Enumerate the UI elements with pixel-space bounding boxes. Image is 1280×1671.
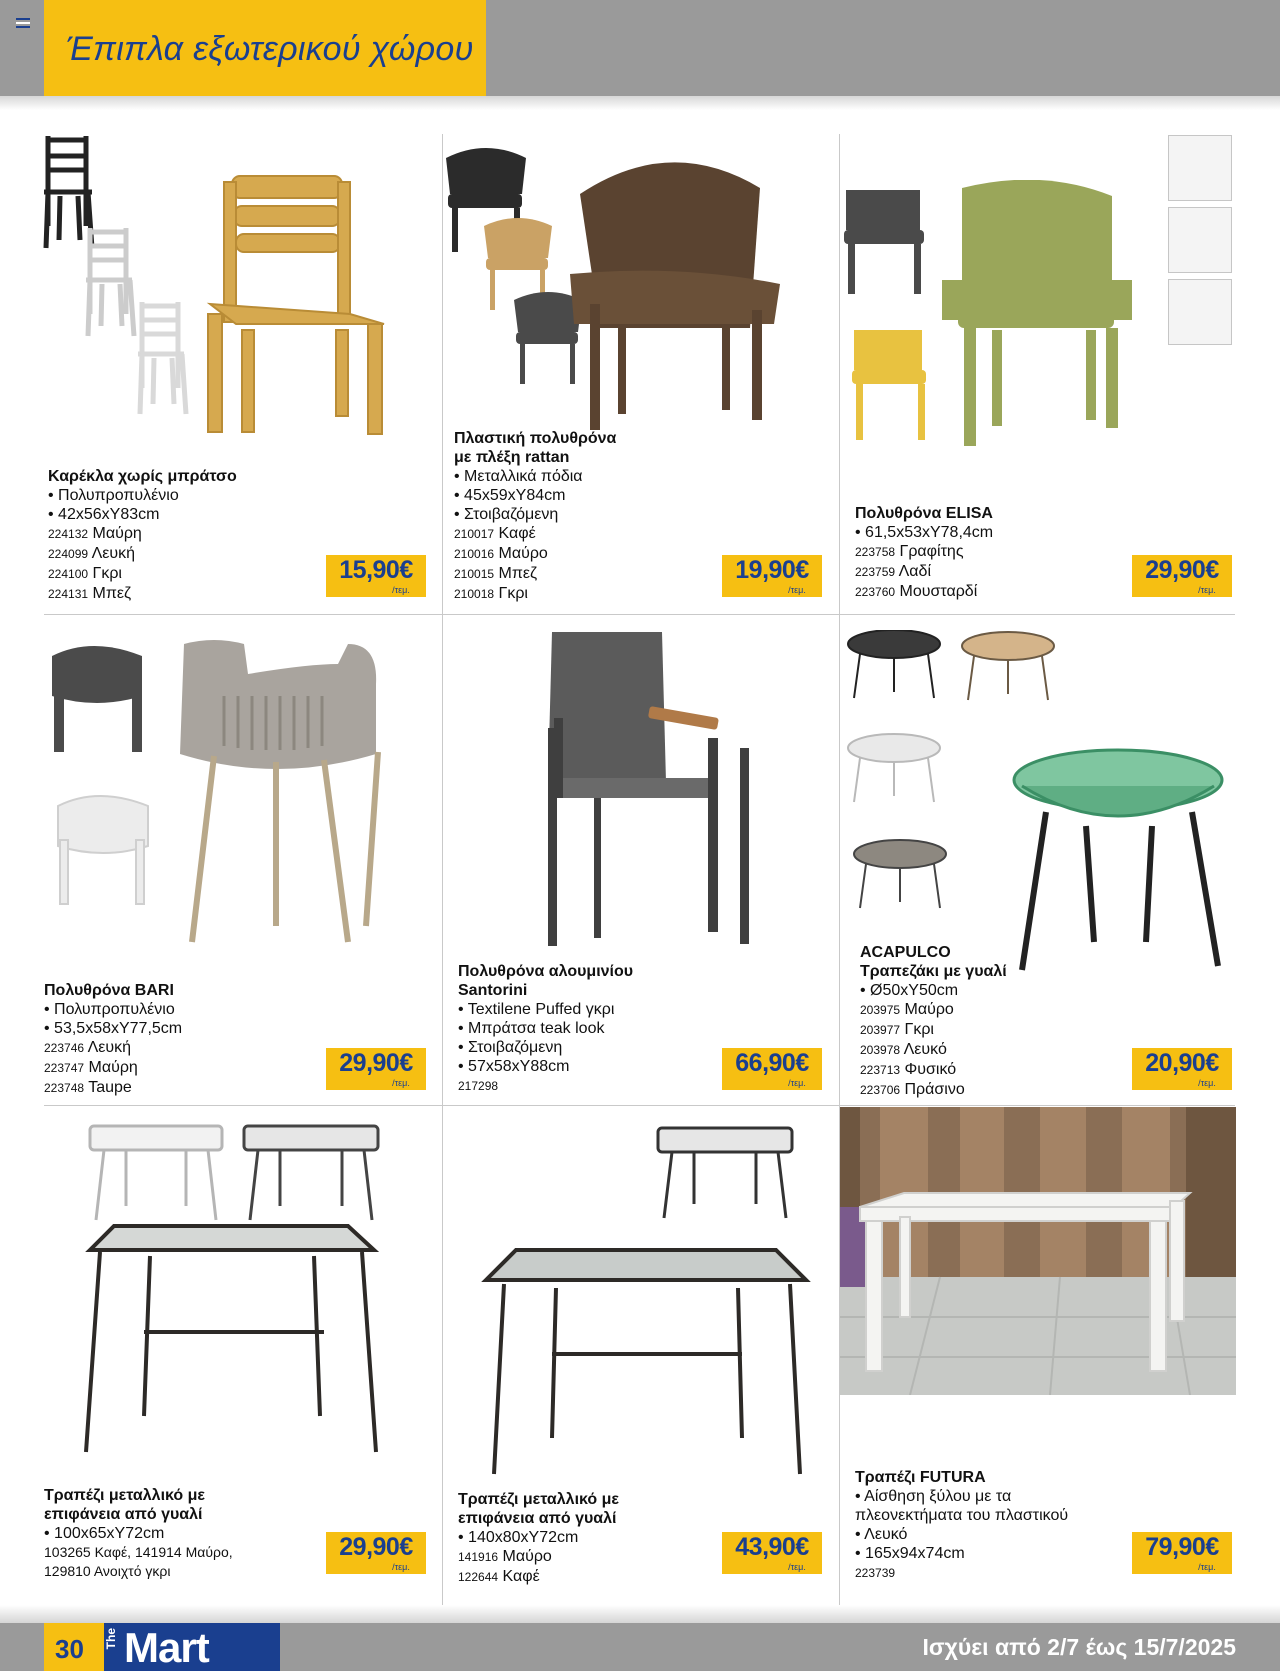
grid-divider	[44, 1105, 1235, 1106]
product-image-acapulco	[846, 630, 1226, 980]
product-spec: • 165x94x74cm	[855, 1545, 965, 1562]
product-image-glass-table-small	[70, 1122, 400, 1470]
product-name: ACAPULCO	[860, 944, 951, 961]
product-spec: • 42x56xY83cm	[48, 506, 160, 523]
product-code-line: 210016 Μαύρο	[454, 545, 548, 562]
price-tag	[326, 1532, 426, 1574]
product-spec: • 57x58xY88cm	[458, 1058, 570, 1075]
product-code-line: 224100 Γκρι	[48, 565, 122, 582]
price-amount: 29,90€	[339, 1533, 413, 1561]
product-spec: • Μπράτσα teak look	[458, 1020, 605, 1037]
product-spec: • 45x59xY84cm	[454, 487, 566, 504]
product-code-line: 224132 Μαύρη	[48, 525, 142, 542]
product-code-line: 223760 Μουσταρδί	[855, 583, 978, 600]
product-name: επιφάνεια από γυαλί	[458, 1510, 617, 1527]
product-code-line: 141916 Μαύρο	[458, 1548, 552, 1565]
product-spec: • Λευκό	[855, 1526, 908, 1543]
detail-thumbnail	[1168, 135, 1232, 201]
product-name: Τραπέζι μεταλλικό με	[44, 1487, 205, 1504]
price-tag	[722, 555, 822, 597]
product-spec: • 61,5x53xY78,4cm	[855, 524, 994, 541]
product-spec: • Ø50xY50cm	[860, 982, 959, 999]
product-code-line: 103265 Καφέ, 141914 Μαύρο,	[44, 1544, 233, 1560]
product-spec: • Πολυπροπυλένιο	[48, 487, 179, 504]
product-info	[44, 981, 344, 1098]
product-image-bari	[44, 636, 424, 950]
product-info	[855, 1468, 1175, 1583]
product-name: με πλέξη rattan	[454, 449, 570, 466]
price-tag	[326, 1048, 426, 1090]
product-name: Πολυθρόνα BARI	[44, 982, 174, 999]
product-image-rattan-armchair	[440, 134, 838, 430]
price-amount: 29,90€	[1145, 556, 1219, 584]
price-unit: /τεμ.	[1198, 585, 1216, 595]
grid-divider	[44, 614, 1235, 615]
product-image-glass-table-large	[476, 1124, 816, 1480]
product-code-line: 223747 Μαύρη	[44, 1059, 138, 1076]
product-info	[458, 962, 758, 1096]
product-spec: • 140x80xY72cm	[458, 1529, 579, 1546]
price-amount: 20,90€	[1145, 1049, 1219, 1077]
product-info	[454, 429, 754, 604]
product-name: επιφάνεια από γυαλί	[44, 1506, 203, 1523]
product-name: Πολυθρόνα ELISA	[855, 505, 993, 522]
price-amount: 19,90€	[735, 556, 809, 584]
product-name: Καρέκλα χωρίς μπράτσο	[48, 468, 237, 485]
price-tag	[1132, 1532, 1232, 1574]
footer-shadow	[0, 1605, 1280, 1623]
page-number: 30	[55, 1634, 84, 1664]
price-tag	[1132, 555, 1232, 597]
product-spec: • Στοιβαζόμενη	[458, 1039, 563, 1056]
product-info	[48, 467, 348, 604]
price-tag	[326, 555, 426, 597]
header-shadow	[0, 96, 1280, 110]
product-spec: • 100x65xY72cm	[44, 1525, 165, 1542]
price-unit: /τεμ.	[1198, 1562, 1216, 1572]
product-image-santorini	[540, 628, 800, 950]
product-code-line: 210015 Μπεζ	[454, 565, 538, 582]
price-tag	[722, 1048, 822, 1090]
product-code-line: 217298	[458, 1079, 499, 1093]
product-code-line: 203978 Λευκό	[860, 1041, 947, 1058]
price-amount: 15,90€	[339, 556, 413, 584]
offer-validity: Ισχύει από 2/7 έως 15/7/2025	[922, 1634, 1236, 1660]
product-code-line: 210018 Γκρι	[454, 585, 528, 602]
product-code-line: 223739	[855, 1566, 896, 1580]
product-code-line: 223759 Λαδί	[855, 563, 932, 580]
product-spec: • Αίσθηση ξύλου με τα	[855, 1488, 1012, 1505]
product-code-line: 224099 Λευκή	[48, 545, 136, 562]
product-code-line: 223748 Taupe	[44, 1079, 132, 1096]
product-name: Santorini	[458, 982, 528, 999]
price-amount: 29,90€	[339, 1049, 413, 1077]
product-name: Τραπέζι μεταλλικό με	[458, 1491, 619, 1508]
price-unit: /τεμ.	[788, 1562, 806, 1572]
brand-logo-text: Mart	[124, 1624, 209, 1671]
product-image-chair	[40, 134, 440, 452]
price-tag	[1132, 1048, 1232, 1090]
product-code-line: 203977 Γκρι	[860, 1021, 934, 1038]
product-image-futura	[840, 1107, 1236, 1395]
product-spec: • Μεταλλικά πόδια	[454, 468, 583, 485]
product-info	[860, 943, 1160, 1100]
product-code-line: 223713 Φυσικό	[860, 1061, 957, 1078]
price-unit: /τεμ.	[392, 1562, 410, 1572]
price-unit: /τεμ.	[1198, 1078, 1216, 1088]
product-code-line: 122644 Καφέ	[458, 1568, 540, 1585]
product-code-line: 224131 Μπεζ	[48, 585, 132, 602]
price-unit: /τεμ.	[392, 585, 410, 595]
brand-logo-prefix: The	[104, 1628, 118, 1650]
product-name: Τραπέζι FUTURA	[855, 1469, 986, 1486]
product-name: Πολυθρόνα αλουμινίου	[458, 963, 634, 980]
product-code-line: 203975 Μαύρο	[860, 1001, 954, 1018]
product-info	[44, 1486, 344, 1581]
price-amount: 79,90€	[1145, 1533, 1219, 1561]
product-image-elisa	[842, 180, 1160, 452]
product-spec: • Στοιβαζόμενη	[454, 506, 559, 523]
flag-icon	[16, 18, 30, 28]
price-unit: /τεμ.	[392, 1078, 410, 1088]
price-unit: /τεμ.	[788, 1078, 806, 1088]
product-code-line: 223758 Γραφίτης	[855, 543, 964, 560]
price-amount: 43,90€	[735, 1533, 809, 1561]
price-tag	[722, 1532, 822, 1574]
product-spec: πλεονεκτήματα του πλαστικού	[855, 1507, 1069, 1524]
product-spec: • 53,5x58xY77,5cm	[44, 1020, 183, 1037]
product-spec: • Textilene Puffed γκρι	[458, 1001, 615, 1018]
product-name: Τραπεζάκι με γυαλί	[860, 963, 1007, 980]
detail-thumbnail	[1168, 207, 1232, 273]
product-code-line: 210017 Καφέ	[454, 525, 536, 542]
product-spec: • Πολυπροπυλένιο	[44, 1001, 175, 1018]
product-code-line: 223706 Πράσινο	[860, 1081, 965, 1098]
price-amount: 66,90€	[735, 1049, 809, 1077]
page-title: Έπιπλα εξωτερικού χώρου	[66, 30, 474, 68]
detail-thumbnail	[1168, 279, 1232, 345]
product-code-line: 223746 Λευκή	[44, 1039, 132, 1056]
product-info	[855, 504, 1155, 602]
price-unit: /τεμ.	[788, 585, 806, 595]
product-info	[458, 1490, 758, 1587]
product-name: Πλαστική πολυθρόνα	[454, 430, 617, 447]
product-code-line: 129810 Ανοιχτό γκρι	[44, 1563, 171, 1579]
